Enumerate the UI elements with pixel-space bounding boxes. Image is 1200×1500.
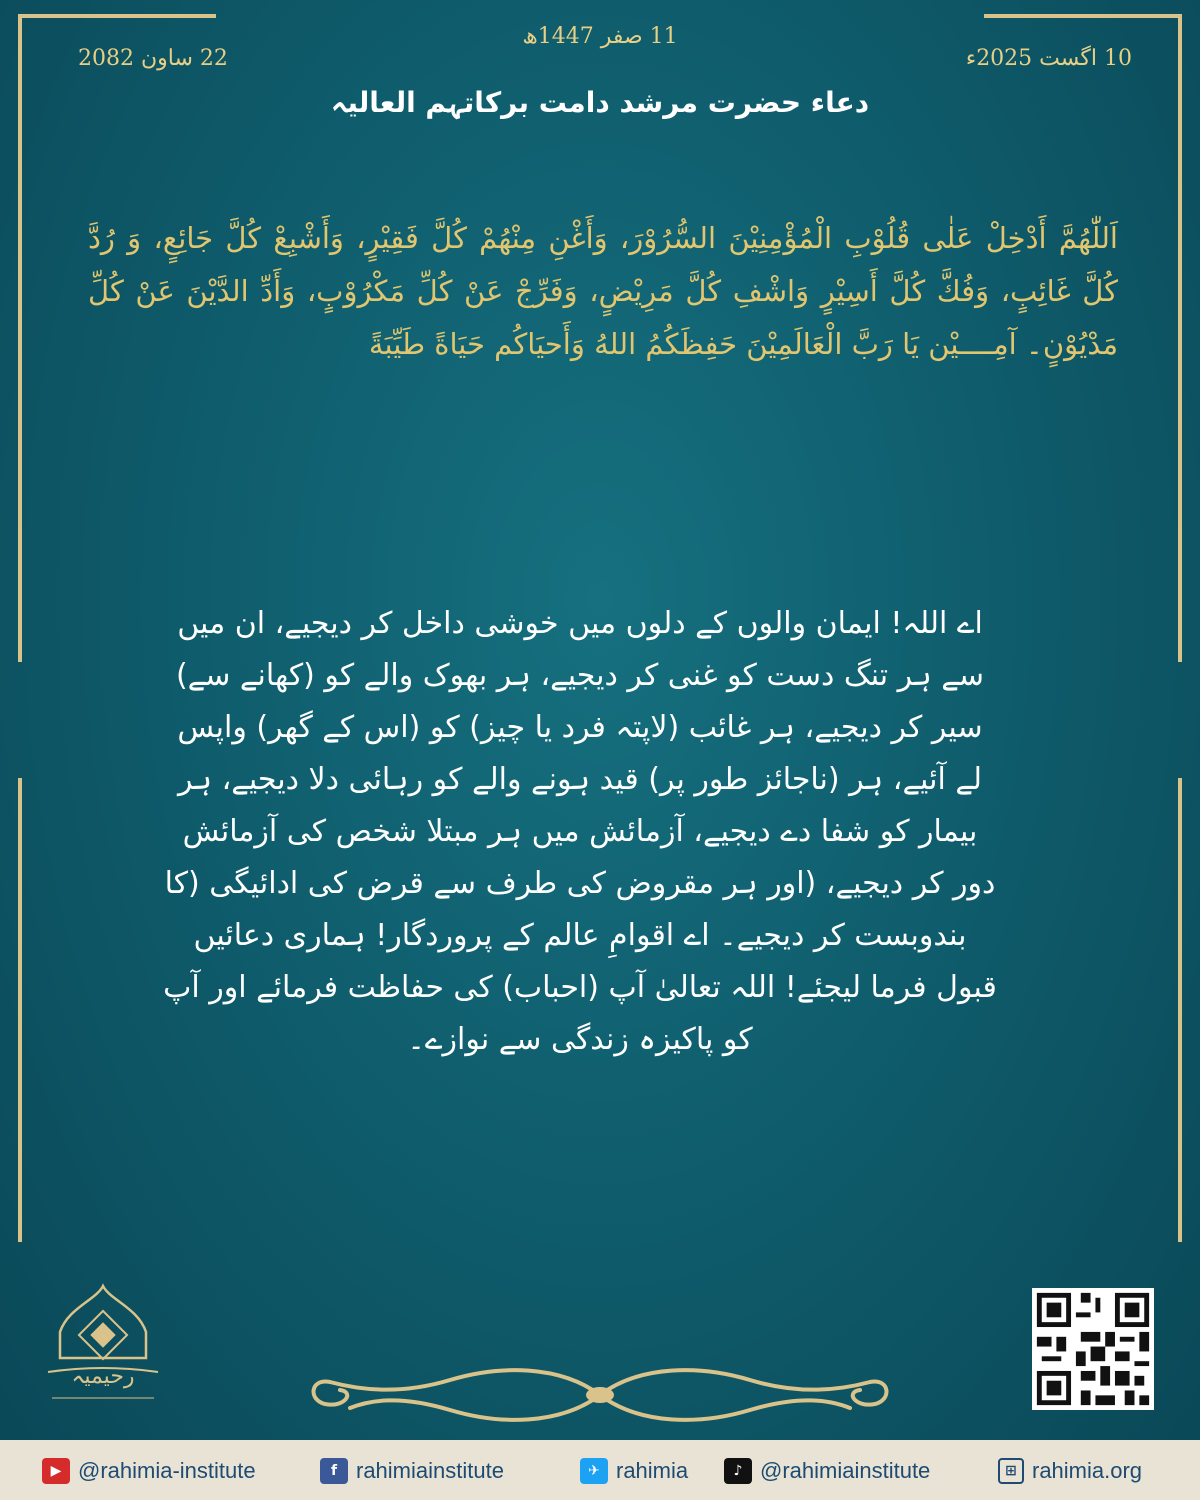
tiktok-icon: ♪ — [724, 1458, 752, 1484]
urdu-translation-text: اے اللہ! ایمان والوں کے دلوں میں خوشی داخل کر دیجیے، ان میں سے ہر تنگ دست کو غنی کر دیجیے، ہر بھوک والے کو (کھانے سے) سیر کر دیجیے، ہر غائب (لاپتہ فرد یا چیز) کو (اس کے گھر) واپس لے آئیے، ہر (ناجائز طور پر) قید ہونے والے کو رہائی دلا دیجیے، ہر بیمار کو شفا دے دیجیے، آزمائش میں ہر مبتلا شخص کی آزمائش دور کر دیجیے، (اور ہر مقروض کی طرف سے قرض کی ادائیگی (کا بندوبست کر دیجیے۔ اے اقوامِ عالم کے پروردگار! ہماری دعائیں قبول فرما لیجئے! اللہ تعالیٰ آپ (احباب) کی حفاظت فرمائے اور آپ کو پاکیزہ زندگی سے نوازے۔ — [163, 606, 997, 1057]
date-bikrami: 22 ساون 2082 — [78, 46, 228, 71]
page-title: دعاء حضرت مرشد دامت برکاتہم العالیہ — [330, 86, 870, 119]
tiktok-handle: @rahimiainstitute — [760, 1458, 931, 1483]
twitter-icon: ✈ — [580, 1458, 608, 1484]
facebook-icon: f — [320, 1458, 348, 1484]
twitter-handle: rahimia — [616, 1458, 689, 1483]
frame-right-lower — [1178, 778, 1182, 1242]
arabic-dua-text: اَللّٰهُمَّ أَدْخِلْ عَلٰى قُلُوْبِ الْمُؤْمِنِيْنَ السُّرُوْرَ، وَأَغْنِ مِنْهُمْ كُلَّ فَقِيْرٍ، وَأَشْبِعْ كُلَّ جَائِعٍ، وَ رُدَّ كُلَّ غَائِبٍ، وَفُكَّ كُلَّ أَسِيْرٍ وَاشْفِ كُلَّ مَرِيْضٍ، وَفَرِّجْ عَنْ كُلِّ مَكْرُوْبٍ، وَأَدِّ الدَّيْنَ عَنْ كُلِّ مَدْيُوْنٍ۔ آمِــــيْن يَا رَبَّ الْعَالَمِيْنَ حَفِظَكُمُ اللهُ وَأَحيَاكُم حَيَاةً طَيِّبَةً — [88, 221, 1118, 361]
tiktok-link[interactable] — [724, 1457, 930, 1485]
youtube-link[interactable] — [42, 1457, 256, 1485]
facebook-handle: rahimiainstitute — [356, 1458, 504, 1483]
youtube-icon: ▶ — [42, 1458, 70, 1484]
frame-left-lower — [18, 778, 22, 1242]
logo-emblem-icon — [38, 1280, 168, 1410]
ornament-divider — [300, 1360, 900, 1430]
qr-code-icon — [1032, 1288, 1154, 1410]
qr-code[interactable] — [1032, 1288, 1154, 1410]
facebook-link[interactable] — [320, 1457, 504, 1485]
youtube-handle: @rahimia-institute — [78, 1458, 256, 1483]
date-hijri: 11 صفر 1447ھ — [522, 24, 678, 49]
frame-top-right — [984, 14, 1182, 18]
date-gregorian: 10 اگست 2025ء — [965, 46, 1132, 71]
website-url: rahimia.org — [1032, 1458, 1143, 1483]
ornament-icon — [300, 1360, 900, 1430]
website-qr-icon: ⊞ — [998, 1458, 1024, 1484]
rahimia-logo — [38, 1280, 168, 1410]
logo-text: رحیمیہ — [71, 1364, 135, 1389]
website-link[interactable] — [998, 1457, 1142, 1485]
twitter-link[interactable] — [580, 1457, 688, 1485]
frame-top-left — [18, 14, 216, 18]
